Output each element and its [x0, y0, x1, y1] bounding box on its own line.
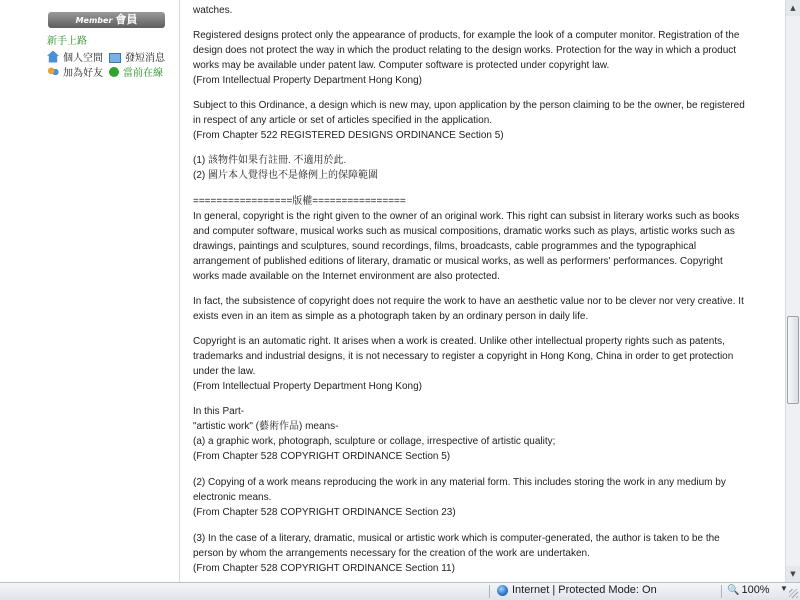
personal-space-link[interactable]	[47, 49, 103, 64]
home-icon	[47, 51, 59, 63]
newbie-label[interactable]: 新手上路	[47, 36, 87, 47]
paragraph-9: (2) Copying of a work means reproducing the work in any material form. This includes storing the work in any medium by electronic means. (From Chapter 528 COPYRIGHT ORDINANCE Section 23)	[193, 477, 726, 518]
security-zone[interactable]	[497, 584, 657, 596]
member-header-en: Member	[75, 16, 113, 25]
add-friend-label: 加為好友	[63, 68, 103, 79]
online-now-link[interactable]	[109, 64, 163, 79]
zoom-dropdown-arrow-icon[interactable]: ▼	[780, 584, 788, 593]
paragraph-7: Copyright is an automatic right. It arises when a work is created. Unlike other intellectual property rights such as patents, trademarks and industrial designs, it is not necessary to register a copyright in Hong Kong, China in order to get protection under the law. (From Intellectual Property Department Hong Kong)	[193, 336, 734, 392]
vertical-scrollbar[interactable]	[785, 0, 800, 582]
zoom-level: 100%	[741, 584, 770, 596]
zoom-control[interactable]	[727, 584, 770, 596]
resize-grip-icon[interactable]	[789, 589, 798, 598]
paragraph-1: watches.	[193, 5, 233, 16]
security-zone-label: Internet | Protected Mode: On	[512, 584, 657, 596]
status-separator	[489, 585, 490, 598]
magnifier-icon: 🔍	[727, 584, 740, 596]
status-separator	[721, 585, 722, 598]
online-icon	[109, 67, 119, 77]
globe-icon	[497, 585, 508, 596]
scrollbar-thumb[interactable]	[787, 316, 799, 404]
online-now-label: 當前在線	[123, 68, 163, 79]
member-header-zh: 會員	[115, 13, 138, 26]
add-friend-link[interactable]	[47, 64, 103, 79]
paragraph-5: =================版權================ In general, copyright is the right given to the owner of an original work. This right can subsist in literary works such as books and computer software, musical works such as musical compositions, dramatic works such as plays, artistic works such as drawings, paintings and sculptures, sound recordings, films, broadcasts, cable programmes and the typographical arrangement of published editions of literary, dramatic or musical works, as well as performers' performances. Copyright works made available on the Internet environment are also protected.	[193, 196, 740, 282]
send-message-label: 發短消息	[125, 53, 165, 64]
send-message-link[interactable]	[109, 49, 165, 64]
paragraph-10: (3) In the case of a literary, dramatic, musical or artistic work which is computer-generated, the author is taken to be the person by whom the arrangements necessary for the creation of the work are undertaken. (From Chapter 528 COPYRIGHT ORDINANCE Section 11)	[193, 533, 720, 574]
member-sidebar	[0, 0, 180, 582]
paragraph-6: In fact, the subsistence of copyright does not require the work to have an aesthetic value nor to be clever nor very creative. It exists even in an item as simple as a photograph taken by an ordinary person in daily life.	[193, 296, 747, 322]
message-icon	[109, 53, 121, 63]
paragraph-3: Subject to this Ordinance, a design which is new may, upon application by the person claiming to be the owner, be registered in respect of any article or set of articles specified in the application. (From Chapter 522 REGISTERED DESIGNS ORDINANCE Section 5)	[193, 100, 745, 141]
personal-space-label: 個人空間	[63, 53, 103, 64]
scroll-down-arrow-icon[interactable]: ▼	[786, 566, 800, 582]
paragraph-8: In this Part- "artistic work" (藝術作品) means- (a) a graphic work, photograph, sculpture or collage, irrespective of artistic quality; (From Chapter 528 COPYRIGHT ORDINANCE Section 5)	[193, 406, 556, 462]
paragraph-4: (1) 該物件如果冇註冊. 不適用於此. (2) 圖片本人覺得也不是條例上的保障範圍	[193, 155, 378, 181]
sidebar-divider	[179, 0, 180, 582]
scroll-up-arrow-icon[interactable]: ▲	[786, 0, 800, 16]
status-bar	[0, 582, 800, 600]
paragraph-2: Registered designs protect only the appearance of products, for example the look of a computer monitor. Registration of the design does not protect the way in which the product relating to the design works. Protection for the way in which a product works may be available under patent law. Computer software is protected under copyright law. (From Intellectual Property Department Hong Kong)	[193, 30, 740, 86]
member-header	[48, 12, 165, 28]
add-friend-icon	[47, 66, 59, 78]
